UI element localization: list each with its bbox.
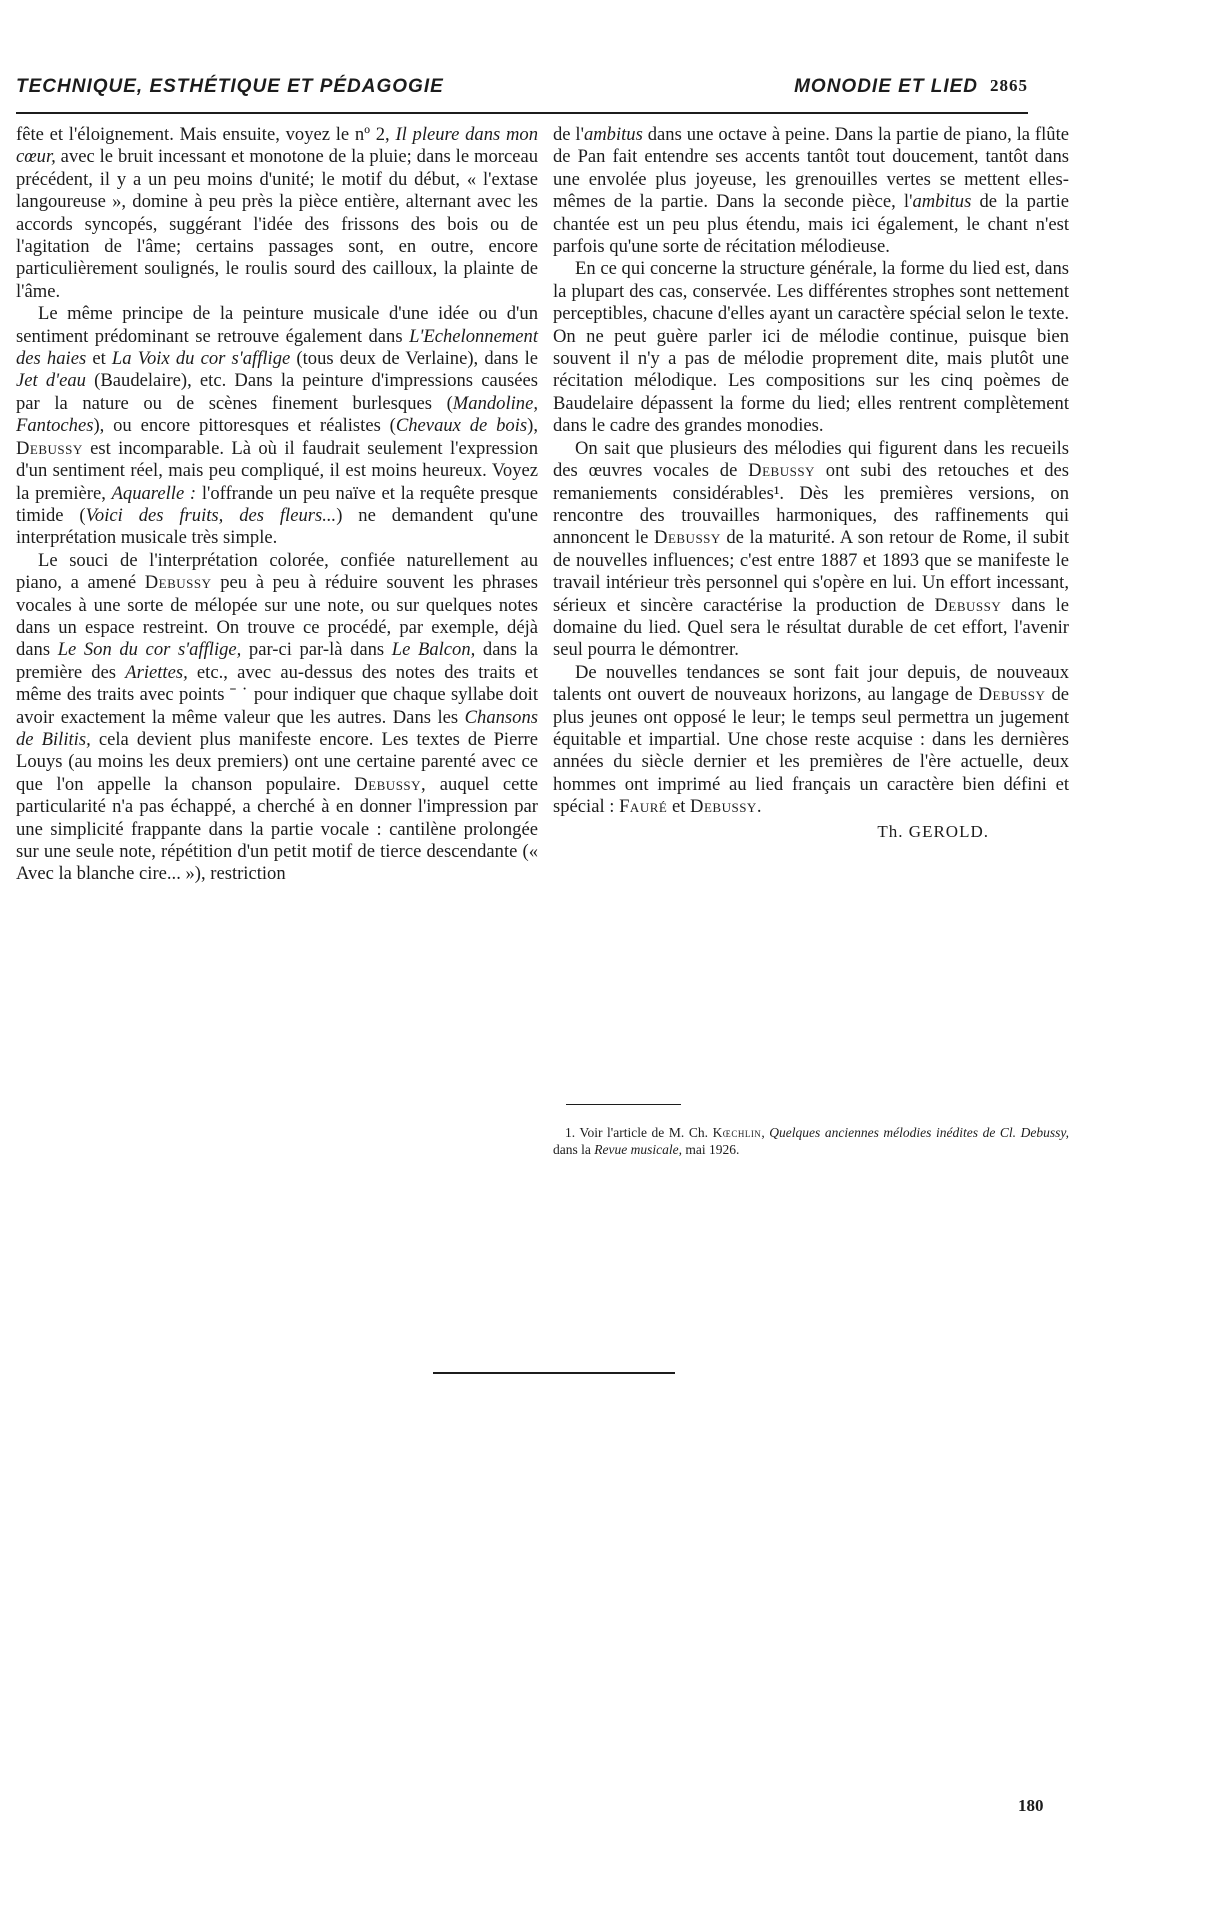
header-right-title: MONODIE ET LIED (794, 76, 978, 97)
text-run: ont subi des retouches et des remaniements considérables¹. Dès les premières versions, on rencontre des trouvailles harmoniques, des raffinements qui annoncent le (553, 460, 1069, 549)
text-run: dans la (553, 1142, 595, 1157)
text-run: ambitus (912, 191, 972, 213)
text-run: est incomparable. Là où il faudrait seulement l'expression d'un sentiment réel, mais peu compliqué, il est moins heureux. Voyez la première, (16, 437, 538, 504)
text-run: fête et l'éloignement. Mais ensuite, voyez le nº 2, (16, 124, 396, 145)
text-run: Le Son du cor s'afflige, (57, 639, 242, 661)
header-left-title: TECHNIQUE, ESTHÉTIQUE ET PÉDAGOGIE (16, 76, 444, 97)
text-run: dans la première des (16, 639, 538, 683)
author-signature: Th. GEROLD. (877, 821, 989, 841)
text-run: En ce qui concerne la structure générale, la forme du lied est, dans la plupart des cas, conservée. Les différentes strophes sont nettement perceptibles, chacune d'elles ayant un caractère spécial selon le texte. On ne peut guère parler ici de mélodie continue, puisque bien souvent il n'y a pas de mélodie proprement dite, mais plutôt une récitation mélodique. Les compositions sur les cinq poèmes de Baudelaire dépassent la forme du lied; elles rentrent complètement dans le cadre des grandes monodies. (553, 258, 1069, 437)
text-run: Le Balcon, (391, 639, 476, 661)
text-run: Debussy (690, 796, 757, 818)
text-run: ), (527, 415, 538, 437)
text-run: Debussy (144, 572, 212, 594)
paragraph (553, 258, 1069, 437)
text-run: , (761, 1125, 770, 1140)
text-run: 1. Voir l'article de M. Ch. (565, 1125, 713, 1140)
paragraph (553, 124, 1069, 258)
footnote-rule (566, 1104, 681, 1105)
text-run: Debussy (654, 527, 721, 549)
text-run: ambitus (583, 124, 643, 145)
text-run: De nouvelles tendances se sont fait jour depuis, de nouveaux talents ont ouvert de nouveaux horizons, au langage de (553, 661, 1069, 706)
text-run: ) ne demandent qu'une interprétation musicale très simple. (16, 504, 538, 549)
text-run: avec le bruit incessant et monotone de la pluie; dans le morceau précédent, il y a un peu moins d'unité; le motif du début, « l'extase langoureuse », domine à peu près la pièce entière, alternant avec les accords syncopés, suggérant l'idée des frissons des bois ou de l'agitation de l'âme; certains passages sont, en outre, encore particulièrement soulignés, le roulis sourd des cailloux, la plainte de l'âme. (16, 146, 538, 302)
text-run: L'Echelonnement des haies (16, 325, 538, 370)
text-run: Debussy (16, 437, 83, 459)
text-run: On sait que plusieurs des mélodies qui figurent dans les recueils des œuvres vocales de (553, 437, 1069, 482)
text-run: dans le domaine du lied. Quel sera le résultat durable de cet effort, l'avenir seul pourra le démontrer. (553, 594, 1069, 661)
text-run: Debussy (934, 594, 1002, 616)
text-run: Ariettes, (125, 661, 188, 683)
text-run: Quelques anciennes mélodies inédites de Cl. Debussy, (769, 1125, 1069, 1140)
text-run: Voici des fruits, des fleurs... (85, 504, 337, 526)
paragraph (16, 124, 538, 303)
paragraph (16, 303, 538, 549)
text-run: . (756, 796, 762, 818)
text-run: Chansons de Bilitis, (16, 706, 538, 750)
text-run: Jet d'eau (16, 370, 86, 392)
text-run: Le souci de l'interprétation colorée, confiée naturellement au piano, a amené (16, 549, 538, 594)
text-run: peu à peu à réduire souvent les phrases vocales à une sorte de mélopée sur une note, ou sur quelques notes dans un espace restreint. On trouve ce procédé, par exemple, déjà dans (16, 572, 538, 661)
text-run: mai 1926. (681, 1142, 740, 1157)
text-run: ), ou encore pittoresques et réalistes ( (93, 415, 396, 437)
folio-number: 180 (1018, 1796, 1044, 1815)
header-page-number: 2865 (990, 76, 1028, 95)
text-run: de plus jeunes ont opposé le leur; le temps seul permettra un jugement équitable et impartial. Une chose reste acquise : dans les dernières années du siècle dernier et les premières de l'ère actuelle, deux hommes ont imprimé au lied français un caractère bien défini et spécial : (553, 684, 1069, 818)
text-run: Le même principe de la peinture musicale d'une idée ou d'un sentiment prédominant se retrouve également dans (16, 303, 538, 347)
text-run: Debussy (748, 460, 815, 482)
text-run: Aquarelle : (111, 482, 197, 504)
text-run: Chevaux de bois (395, 415, 528, 437)
footnote-text (553, 1124, 1069, 1158)
text-run: La Voix du cor s'afflige (111, 348, 291, 370)
text-run: de la partie chantée est un peu plus étendu, mais ici également, le chant n'est parfois qu'une sorte de récitation mélodieuse. (553, 191, 1069, 258)
footnote (553, 1124, 1069, 1158)
text-run: et (86, 348, 112, 370)
text-run: Fauré (619, 796, 668, 818)
right-column (553, 124, 1069, 843)
text-run: auquel cette particularité n'a pas échappé, a cherché à en donner l'impression par une simplicité frappante dans la partie vocale : cantilène prolongée sur une seule note, répétition d'un petit motif de tierce descendante (« Avec la blanche cire... »), restriction (16, 773, 538, 885)
header-rule (16, 112, 1028, 114)
text-run: etc., avec au-dessus des notes des traits et même des traits avec points ˉ ˙ pour indiquer que chaque syllabe doit avoir exactement la même valeur que les autres. Dans les (16, 661, 538, 728)
text-run: (tous deux de Verlaine), dans le (290, 348, 538, 370)
text-run: dans une octave à peine. Dans la partie de piano, la flûte de Pan fait entendre ses accents tantôt tout doucement, tantôt dans une envolée plus joyeuse, les grenouilles vertes se mettent elles-mêmes de la partie. Dans la seconde pièce, l' (553, 124, 1069, 213)
paragraph (553, 662, 1069, 819)
running-header (16, 76, 1028, 106)
text-run: Il pleure dans mon cœur, (16, 124, 539, 168)
text-run: par-ci par-là dans (241, 639, 392, 661)
text-run: de la maturité. A son retour de Rome, il subit de nouvelles influences; c'est entre 1887 et 1893 que se manifeste le travail intérieur très personnel qui s'opère en lui. Un effort incessant, sérieux et sincère caractérise la production de (553, 527, 1070, 616)
text-run: l'offrande un peu naïve et la requête presque timide ( (16, 482, 539, 526)
text-run: (Baudelaire), etc. Dans la peinture d'impressions causées par la nature ou de scènes finement burlesques ( (16, 370, 538, 414)
left-column (16, 124, 538, 886)
text-run: Revue musicale, (594, 1142, 682, 1157)
text-run: cela devient plus manifeste encore. Les textes de Pierre Louys (au moins les deux premiers) ont une certaine parenté avec ce que l'on appelle la chanson populaire. (16, 728, 538, 795)
text-run: et (667, 796, 691, 818)
paragraph (16, 550, 538, 886)
text-run: Debussy, (354, 773, 427, 795)
text-run: de l' (553, 124, 584, 145)
paragraph (553, 438, 1069, 662)
text-run: Kœchlin (712, 1125, 762, 1140)
text-run: Mandoline, Fantoches (16, 392, 538, 437)
end-rule (433, 1372, 675, 1374)
text-run: Debussy (978, 684, 1046, 706)
